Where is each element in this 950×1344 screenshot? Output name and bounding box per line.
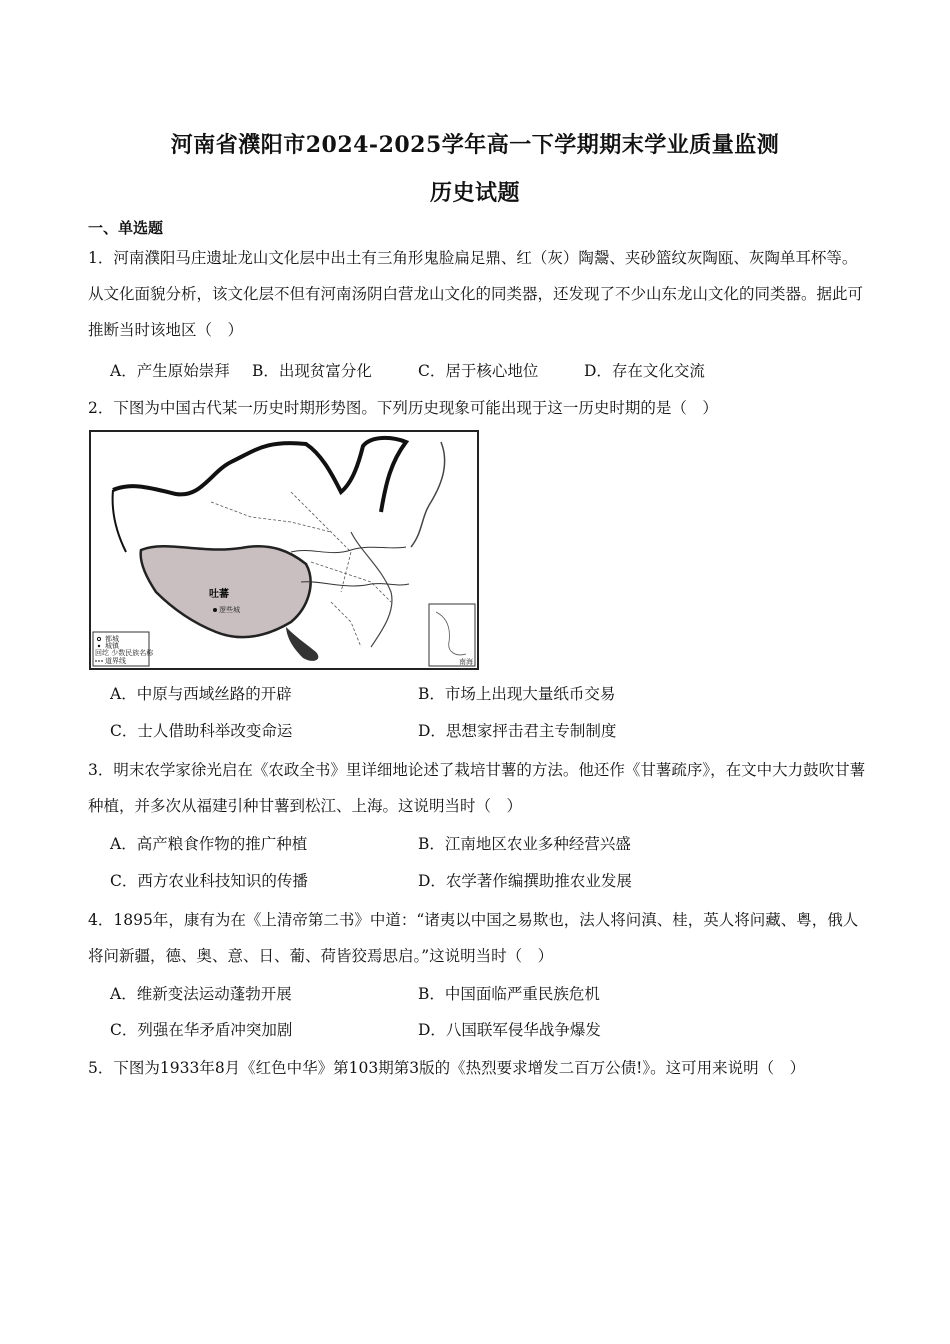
exam-title: 河南省濮阳市2024-2025学年高一下学期期末学业质量监测 bbox=[170, 132, 780, 158]
question-5 bbox=[88, 1050, 868, 1086]
q3-option-c: C．西方农业科技知识的传播 bbox=[110, 872, 308, 890]
map-svg bbox=[91, 432, 477, 668]
question-number: 5． bbox=[88, 1059, 114, 1077]
question-stem: 1895年，康有为在《上清帝第二书》中道：“诸夷以中国之易欺也，法人将问滇、桂，英人将问藏、粤，俄人将问新疆，德、奥、意、日、葡、荷皆狡焉思启。”这说明当时（ ） bbox=[88, 911, 859, 965]
legend-item: 都城 bbox=[105, 635, 119, 643]
inset-label: 南海 bbox=[459, 658, 473, 666]
legend-item: 城镇 bbox=[105, 642, 119, 650]
coastline bbox=[411, 442, 445, 547]
legend-item: 道界线 bbox=[105, 657, 126, 665]
map-label-capital: 逻些城 bbox=[219, 606, 240, 614]
q3-option-d: D．农学著作编撰助推农业发展 bbox=[418, 872, 632, 890]
historical-map bbox=[89, 430, 479, 670]
q4-option-c: C．列强在华矛盾冲突加剧 bbox=[110, 1021, 293, 1039]
exam-subtitle: 历史试题 bbox=[429, 180, 520, 206]
question-3 bbox=[88, 752, 868, 824]
legend-town-symbol bbox=[98, 645, 100, 647]
question-number: 1． bbox=[88, 249, 114, 267]
map-label-tibet: 吐蕃 bbox=[209, 589, 229, 600]
question-stem: 河南濮阳马庄遗址龙山文化层中出土有三角形鬼脸扁足鼎、红（灰）陶鬶、夹砂篮纹灰陶瓯、灰陶单耳杯等。从文化面貌分析，该文化层不但有河南汤阴白营龙山文化的同类器，还发现了不少山东龙山文化的同类器。据此可推断当时该地区（ ） bbox=[88, 249, 864, 339]
dark-region bbox=[286, 627, 318, 661]
q2-option-b: B．市场上出现大量纸币交易 bbox=[418, 685, 616, 703]
question-2 bbox=[88, 390, 868, 426]
q1-option-b: B．出现贫富分化 bbox=[252, 362, 372, 380]
legend-item: 回纥 少数民族名称 bbox=[95, 649, 154, 657]
q1-option-a: A．产生原始崇拜 bbox=[110, 362, 230, 380]
q2-option-a: A．中原与西域丝路的开辟 bbox=[110, 685, 292, 703]
river bbox=[301, 582, 409, 586]
empire-border bbox=[113, 438, 406, 512]
west-border bbox=[113, 490, 126, 552]
boundary-line bbox=[331, 602, 361, 647]
q1-option-c: C．居于核心地位 bbox=[418, 362, 539, 380]
question-1 bbox=[88, 240, 868, 348]
question-stem: 下图为1933年8月《红色中华》第103期第3版的《热烈要求增发二百万公债!》。这可用来说明（ ） bbox=[113, 1059, 806, 1077]
question-number: 4． bbox=[88, 911, 114, 929]
q3-option-b: B．江南地区农业多种经营兴盛 bbox=[418, 835, 631, 853]
map-inset bbox=[429, 604, 475, 666]
question-stem: 下图为中国古代某一历史时期形势图。下列历史现象可能出现于这一历史时期的是（ ） bbox=[113, 399, 718, 417]
boundary-line bbox=[211, 502, 331, 532]
question-4 bbox=[88, 902, 868, 974]
inner-coast bbox=[351, 532, 392, 647]
q3-option-a: A．高产粮食作物的推广种植 bbox=[110, 835, 308, 853]
q2-option-d: D．思想家抨击君主专制制度 bbox=[418, 722, 617, 740]
q4-option-a: A．维新变法运动蓬勃开展 bbox=[110, 985, 292, 1003]
capital-marker bbox=[213, 608, 217, 612]
q4-option-b: B．中国面临严重民族危机 bbox=[418, 985, 600, 1003]
q4-option-d: D．八国联军侵华战争爆发 bbox=[418, 1021, 601, 1039]
boundary-line bbox=[311, 562, 391, 602]
question-number: 2． bbox=[88, 399, 114, 417]
question-number: 3． bbox=[88, 761, 114, 779]
question-stem: 明末农学家徐光启在《农政全书》里详细地论述了栽培甘薯的方法。他还作《甘薯疏序》，在文中大力鼓吹甘薯种植，并多次从福建引种甘薯到松江、上海。这说明当时（ ） bbox=[88, 761, 866, 815]
q2-option-c: C．士人借助科举改变命运 bbox=[110, 722, 293, 740]
q1-option-d: D．存在文化交流 bbox=[584, 362, 705, 380]
section-heading: 一、单选题 bbox=[88, 219, 164, 237]
